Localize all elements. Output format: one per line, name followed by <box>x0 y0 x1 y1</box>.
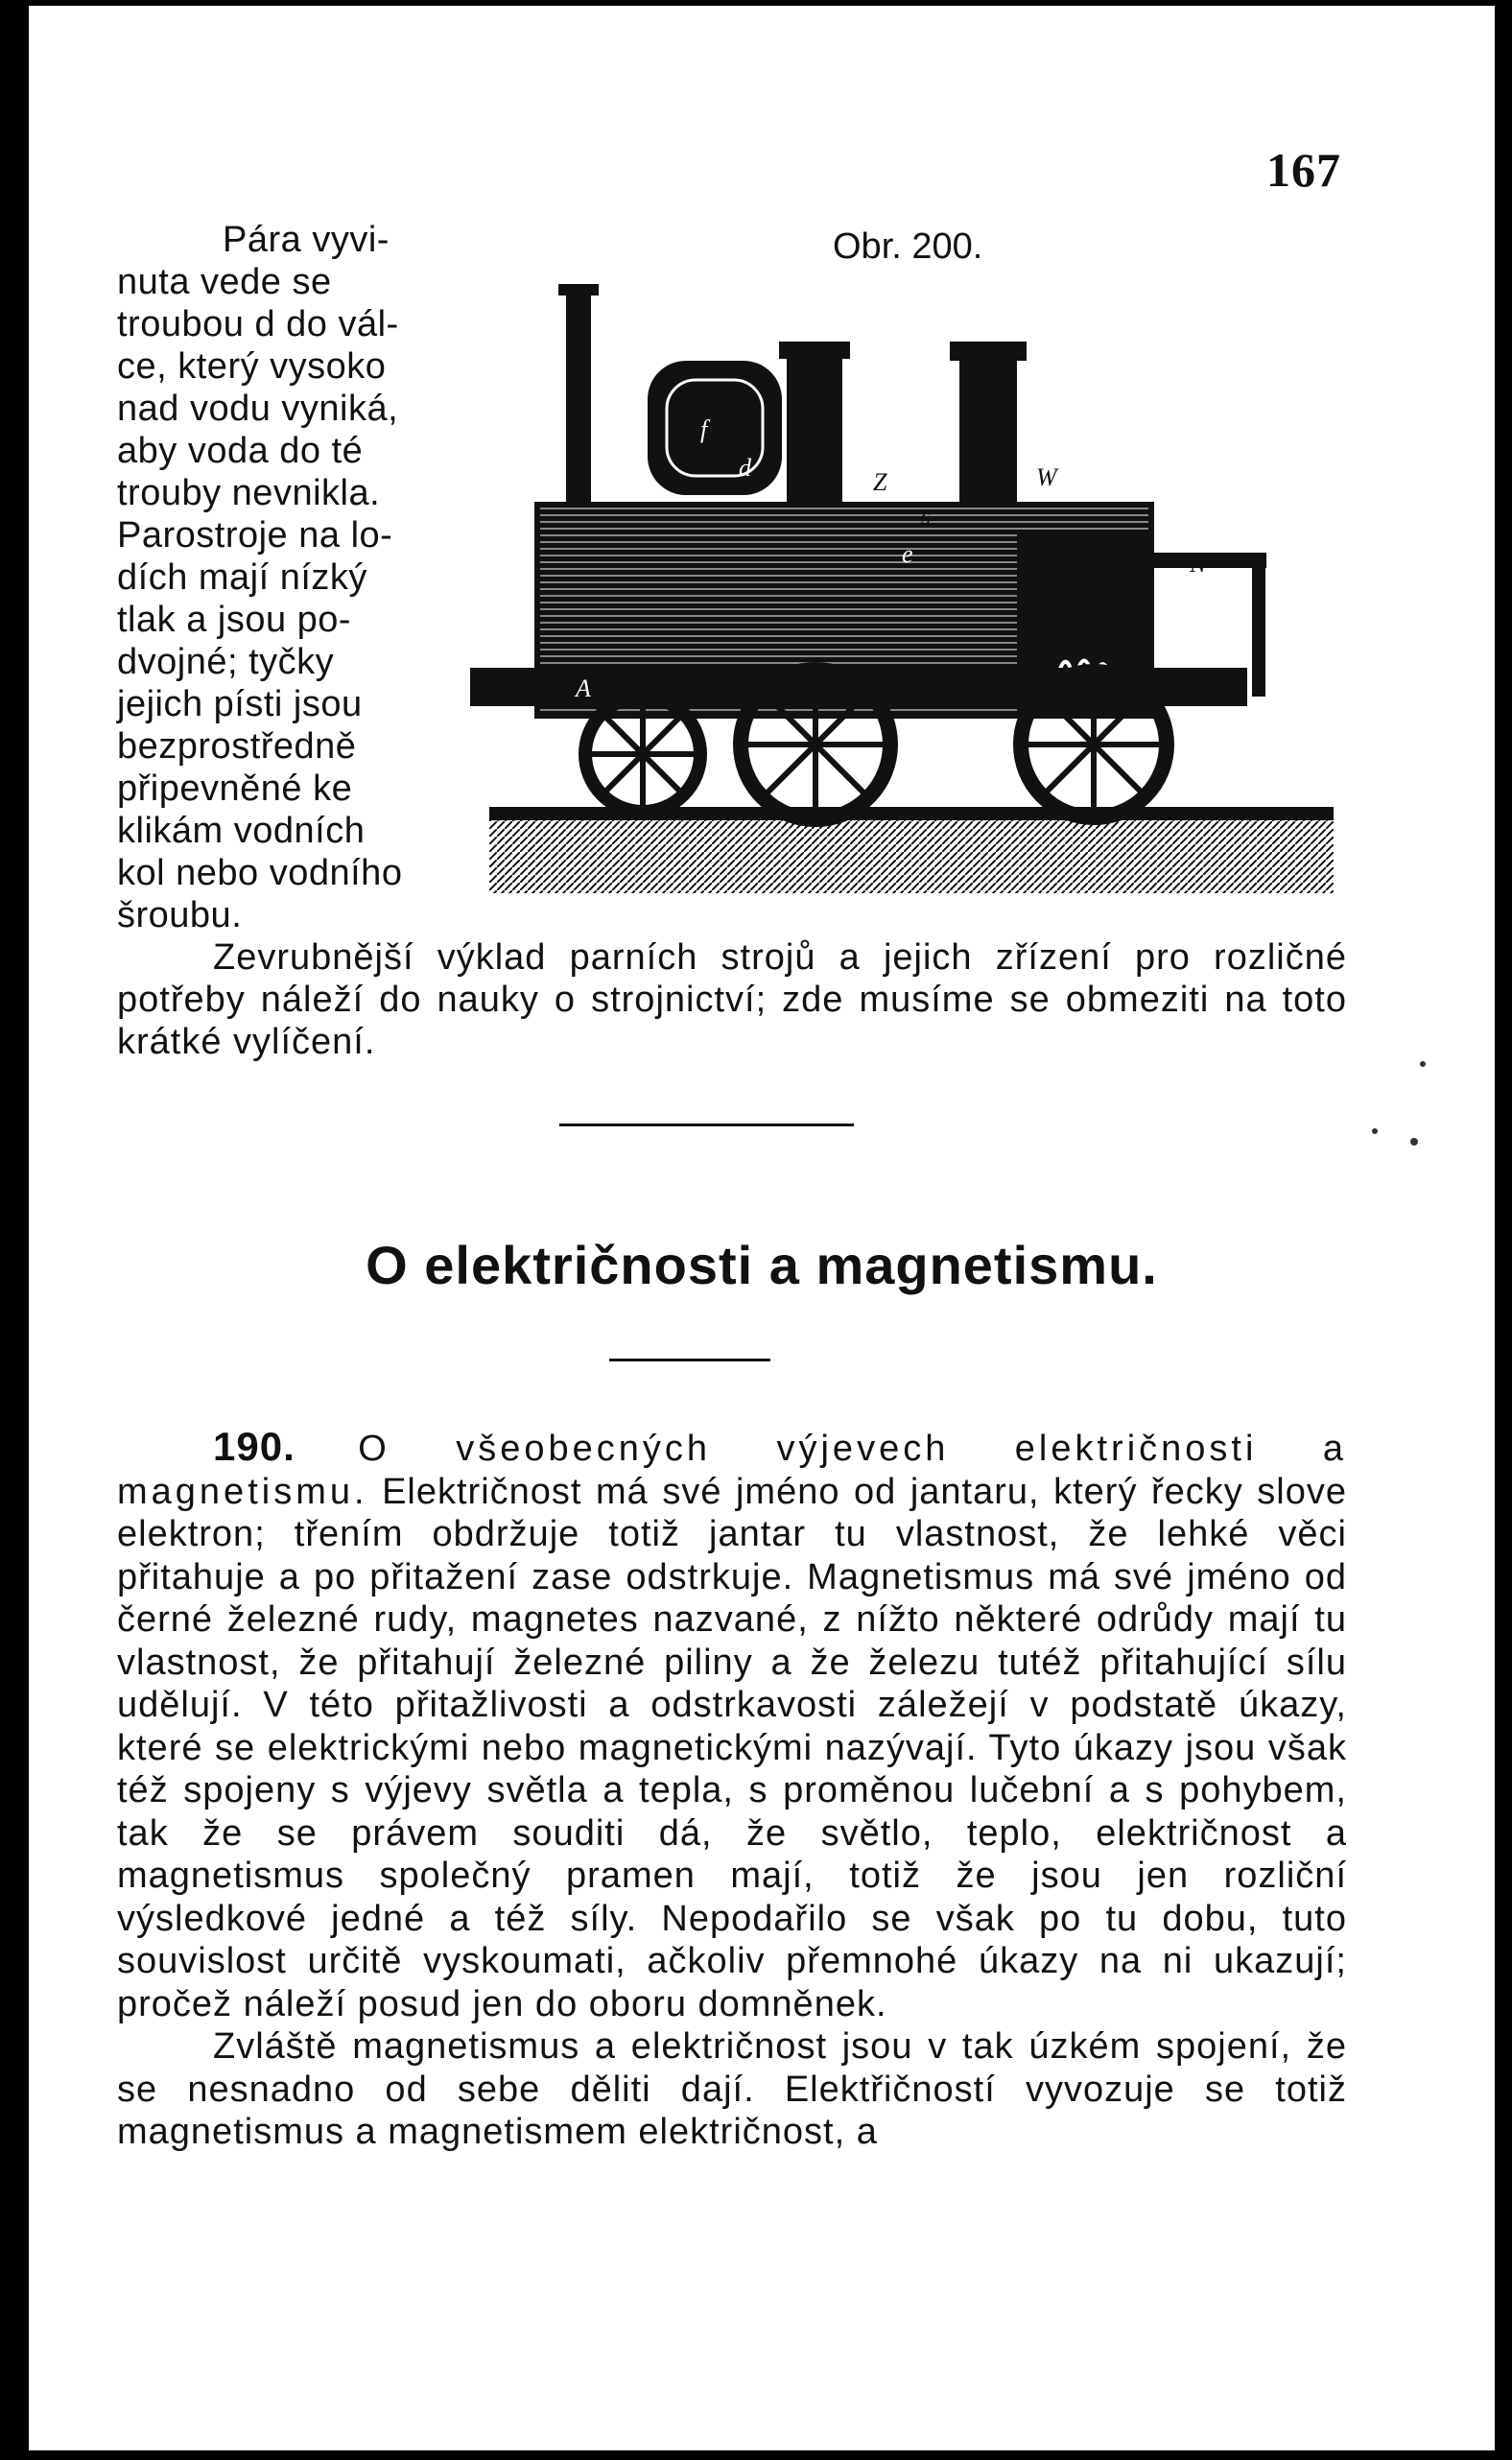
paragraph-steam-engines <box>117 936 1347 1063</box>
paragraph-text: Zevrubnější výklad parních strojů a jejich zřízení pro rozličné potřeby náleží do nauky o strojnictví; zde musíme se obmeziti na toto krátké vylíčení. <box>117 937 1347 1062</box>
side-line: Parostroje na lo- <box>117 515 393 556</box>
section-number: 190. <box>213 1424 295 1469</box>
section-title: O všeobecných výjevech električnosti a magnetismu. <box>117 1429 1348 1512</box>
side-line: trouby nevnikla. <box>117 473 381 513</box>
specks <box>1420 1061 1426 1067</box>
section-body-continued: Zvláště magnetismus a električnost jsou v tak úzkém spojení, že se nesnadno od sebe děliti dají. Elektřičností vyvozuje se totiž magnetismus a magnetismem električnost, a <box>117 2026 1347 2152</box>
figure-letter: A <box>576 674 591 702</box>
specks <box>1410 1138 1418 1146</box>
side-line: troubou d do vál- <box>117 304 399 344</box>
section-heading: O električnosti a magnetismu. <box>366 1235 1158 1295</box>
figure-letter: N <box>1190 550 1207 578</box>
figure-letter: s <box>921 502 932 530</box>
side-line: nuta vede se <box>117 262 332 302</box>
side-line: dích mají nízký <box>117 557 367 598</box>
figure-letter: Z <box>873 468 887 496</box>
figure-letter: W <box>1036 463 1057 491</box>
section-body: Električnost má své jméno od jantaru, který řecky slove elektron; třením obdržuje totiž jantar tu vlastnost, že lehké věci přitahuje a po přitažení zase odstrkuje. Magnetismus má své jméno od černé železné rudy, magnetes nazvané, z nížto některé odrůdy mají tu vlastnost, že přitahují železné piliny a že železu tutéž přitahující sílu udělují. V této přitažlivosti a odstrkavosti záležejí v podstatě úkazy, které se elektrickými nebo magnetickými nazývají. Tyto úkazy jsou však též spojeny s výjevy světla a tepla, s proměnou lučební a s pohybem, tak že se právem souditi dá, že světlo, teplo, električnost a magnetismus společný pramen mají, totiž že jsou jen rozliční výsledkové jedné a též síly. Nepodařilo se však po tu dobu, tuto souvislost určitě vyskoumati, ačkoliv přemnohé úkazy na ni ukazují; pročež náleží posud jen do oboru domněnek. <box>117 1471 1347 2024</box>
figure-letter: f <box>700 415 708 443</box>
scan-border <box>1495 0 1512 2460</box>
locomotive-illustration <box>451 284 1353 917</box>
side-line: tlak a jsou po- <box>117 600 352 640</box>
side-line: bezprostředně <box>117 726 357 767</box>
specks <box>1372 1128 1378 1134</box>
side-line: ce, který vysoko <box>117 346 387 387</box>
figure-letter: d <box>739 454 751 482</box>
divider-rule <box>559 1124 854 1126</box>
side-line: Pára vyvi- <box>223 220 390 260</box>
side-line: kol nebo vodního <box>117 853 403 893</box>
page-number: 167 <box>1266 143 1341 197</box>
side-line: nad vodu vyniká, <box>117 389 399 429</box>
side-line: aby voda do té <box>117 431 364 471</box>
section-190 <box>117 1426 1347 2154</box>
side-line: šroubu. <box>117 895 243 935</box>
side-text <box>117 219 432 936</box>
side-line: připevněné ke <box>117 769 353 809</box>
side-line: klikám vodních <box>117 811 366 851</box>
side-line: dvojné; tyčky <box>117 642 335 682</box>
figure-letter: e <box>902 540 913 568</box>
divider-rule-short <box>609 1359 770 1361</box>
book-page <box>29 6 1495 2450</box>
side-line: jejich písti jsou <box>117 684 363 724</box>
figure-label: Obr. 200. <box>833 226 983 267</box>
